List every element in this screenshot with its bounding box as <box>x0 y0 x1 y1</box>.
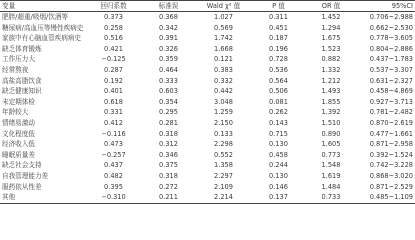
cell-coefficient: −0.125 <box>101 55 126 64</box>
cell-std-error: 0.342 <box>159 23 178 32</box>
cell-ci: 0.537~3.307 <box>369 65 413 74</box>
cell-p-value: 0.458 <box>269 150 288 159</box>
header-std-error: 标准误 <box>141 1 196 12</box>
cell-ci: 0.742~3.228 <box>369 161 413 170</box>
cell-or: 0.773 <box>321 150 341 159</box>
cell-std-error: 0.346 <box>159 150 178 159</box>
cell-or: 1.332 <box>321 65 341 74</box>
cell-p-value: 0.564 <box>269 76 288 85</box>
cell-coefficient: −0.257 <box>101 150 126 159</box>
cell-p-value: 0.130 <box>269 171 288 180</box>
cell-coefficient: 0.618 <box>104 97 123 106</box>
cell-std-error: 0.391 <box>159 34 178 43</box>
cell-p-value: 0.196 <box>269 44 288 53</box>
header-row <box>0 1 415 12</box>
table-row <box>0 160 415 171</box>
cell-variable: 未定期体检 <box>2 97 35 106</box>
cell-coefficient: −0.116 <box>101 129 126 138</box>
cell-p-value: 0.130 <box>269 140 288 149</box>
cell-or: 1.452 <box>321 13 341 21</box>
cell-or: 0.733 <box>306 192 356 203</box>
cell-p-value: 0.244 <box>269 161 288 170</box>
cell-wald: 0.383 <box>214 65 233 74</box>
cell-wald: 1.668 <box>214 44 233 53</box>
cell-p-value: 0.143 <box>269 118 288 127</box>
cell-wald: 3.048 <box>214 97 233 106</box>
cell-std-error: 0.295 <box>159 108 178 117</box>
cell-coefficient: 0.192 <box>104 76 123 85</box>
cell-wald: 0.133 <box>214 129 233 138</box>
header-coefficient: 回归系数 <box>86 1 141 12</box>
cell-std-error: 0.326 <box>159 44 178 53</box>
cell-variable: 经济收入低 <box>2 140 35 149</box>
cell-wald: 0.442 <box>214 87 233 96</box>
cell-std-error: 0.318 <box>159 171 178 180</box>
header-p-value: P 值 <box>251 1 306 12</box>
cell-or: 1.619 <box>321 171 341 180</box>
cell-or: 1.493 <box>321 87 341 96</box>
cell-std-error: 0.368 <box>159 13 178 21</box>
cell-ci: 0.477~1.661 <box>369 129 413 138</box>
cell-wald: 2.109 <box>214 182 233 191</box>
header-wald: Wald χ² 值 <box>196 1 251 12</box>
cell-std-error: 0.211 <box>141 192 196 203</box>
cell-variable: 情绪易激动 <box>2 118 35 127</box>
cell-p-value: 0.146 <box>269 182 288 191</box>
table-header <box>0 1 415 12</box>
cell-wald: 0.332 <box>214 76 233 85</box>
cell-wald: 2.298 <box>214 140 233 149</box>
header-or: OR 值 <box>306 1 356 12</box>
cell-std-error: 0.464 <box>159 65 178 74</box>
cell-std-error: 0.318 <box>159 129 178 138</box>
cell-variable: 家族中有心脑血管疾病病史 <box>2 34 82 43</box>
cell-coefficient: 0.437 <box>104 161 123 170</box>
cell-ci: 0.871~2.958 <box>369 140 413 149</box>
table-row <box>0 65 415 76</box>
cell-std-error: 0.272 <box>159 182 178 191</box>
table-row <box>0 54 415 65</box>
cell-p-value: 0.262 <box>269 108 288 117</box>
cell-variable: 睡眠质量差 <box>2 150 35 159</box>
cell-ci: 0.437~1.783 <box>369 55 413 64</box>
table-row <box>0 76 415 87</box>
cell-coefficient: 0.421 <box>104 44 123 53</box>
cell-variable: 文化程度低 <box>2 129 35 138</box>
cell-p-value: 0.187 <box>269 34 288 43</box>
cell-wald: 1.259 <box>214 108 233 117</box>
cell-wald: 0.569 <box>214 23 233 32</box>
cell-coefficient: 0.401 <box>104 87 123 96</box>
cell-p-value: 0.715 <box>269 129 288 138</box>
cell-or: 1.484 <box>321 182 341 191</box>
cell-variable: 缺乏健康知识 <box>2 87 42 96</box>
cell-ci: 0.485~1.109 <box>356 192 415 203</box>
cell-wald: 2.214 <box>196 192 251 203</box>
cell-or: 1.212 <box>321 76 341 85</box>
cell-or: 1.605 <box>321 140 341 149</box>
cell-wald: 1.027 <box>214 13 233 21</box>
cell-variable: 缺乏体育锻炼 <box>2 44 42 53</box>
cell-variable: 糖尿病/高血压等慢性疾病史 <box>2 23 84 32</box>
cell-coefficient: −0.310 <box>86 192 141 203</box>
cell-variable: 工作压力大 <box>2 55 35 64</box>
cell-std-error: 0.312 <box>159 140 178 149</box>
table-row <box>0 107 415 118</box>
cell-coefficient: 0.395 <box>104 182 123 191</box>
cell-coefficient: 0.258 <box>104 23 123 32</box>
cell-std-error: 0.333 <box>159 76 178 85</box>
cell-variable: 其他 <box>0 192 86 203</box>
table-row <box>0 139 415 150</box>
cell-p-value: 0.728 <box>269 55 288 64</box>
cell-or: 0.882 <box>321 55 341 64</box>
cell-std-error: 0.354 <box>159 97 178 106</box>
cell-variable: 缺乏社会支持 <box>2 161 42 170</box>
cell-variable: 高盐高脂饮食 <box>2 76 42 85</box>
table-row <box>0 23 415 34</box>
cell-std-error: 0.281 <box>159 118 178 127</box>
cell-coefficient: 0.287 <box>104 65 123 74</box>
cell-ci: 0.662~2.530 <box>369 23 413 32</box>
cell-p-value: 0.506 <box>269 87 288 96</box>
table-row <box>0 192 415 203</box>
cell-variable: 自我管理能力差 <box>2 171 49 180</box>
cell-wald: 0.121 <box>214 55 233 64</box>
cell-ci: 0.706~2.988 <box>369 13 413 21</box>
cell-ci: 0.871~2.529 <box>369 182 413 191</box>
cell-or: 1.294 <box>321 23 341 32</box>
cell-or: 1.510 <box>321 118 341 127</box>
cell-variable: 年龄较大 <box>2 108 29 117</box>
table-row <box>0 12 415 23</box>
cell-ci: 0.870~2.619 <box>369 118 413 127</box>
table-row <box>0 44 415 55</box>
header-variable: 变量 <box>0 1 86 12</box>
cell-ci: 0.927~3.713 <box>369 97 413 106</box>
cell-coefficient: 0.482 <box>104 171 123 180</box>
cell-ci: 0.778~3.605 <box>369 34 413 43</box>
cell-p-value: 0.081 <box>269 97 288 106</box>
cell-coefficient: 0.331 <box>104 108 123 117</box>
table-body <box>0 12 415 204</box>
cell-coefficient: 0.516 <box>104 34 123 43</box>
cell-wald: 2.150 <box>214 118 233 127</box>
cell-coefficient: 0.412 <box>104 118 123 127</box>
table-row <box>0 118 415 129</box>
cell-wald: 1.358 <box>214 161 233 170</box>
cell-variable: 肥胖/超重/吸烟/饮酒等 <box>2 13 69 21</box>
table-row <box>0 33 415 44</box>
cell-or: 1.675 <box>321 34 341 43</box>
table-row <box>0 171 415 182</box>
cell-coefficient: 0.473 <box>104 140 123 149</box>
cell-wald: 1.742 <box>214 34 233 43</box>
cell-or: 1.548 <box>321 161 341 170</box>
cell-p-value: 0.137 <box>251 192 306 203</box>
cell-or: 1.392 <box>321 108 341 117</box>
cell-std-error: 0.375 <box>159 161 178 170</box>
cell-p-value: 0.311 <box>269 13 288 21</box>
cell-p-value: 0.536 <box>269 65 288 74</box>
cell-or: 1.523 <box>321 44 341 53</box>
cell-ci: 0.631~2.327 <box>369 76 413 85</box>
table-row <box>0 129 415 140</box>
cell-std-error: 0.359 <box>159 55 178 64</box>
table-row <box>0 182 415 193</box>
cell-ci: 0.392~1.524 <box>369 150 413 159</box>
cell-p-value: 0.451 <box>269 23 288 32</box>
header-ci: 95%CI <box>356 1 415 12</box>
cell-ci: 0.458~4.869 <box>369 87 413 96</box>
table-row <box>0 150 415 161</box>
cell-std-error: 0.603 <box>159 87 178 96</box>
cell-coefficient: 0.373 <box>104 13 123 21</box>
cell-ci: 0.868~3.020 <box>369 171 413 180</box>
table-row <box>0 86 415 97</box>
cell-or: 0.890 <box>321 129 341 138</box>
cell-variable: 经常熬夜 <box>2 65 29 74</box>
cell-or: 1.855 <box>321 97 341 106</box>
table-row <box>0 97 415 108</box>
cell-wald: 0.552 <box>214 150 233 159</box>
cell-variable: 服药依从性差 <box>2 182 42 191</box>
cell-ci: 0.804~2.886 <box>369 44 413 53</box>
cell-ci: 0.781~2.482 <box>369 108 413 117</box>
cell-wald: 2.297 <box>214 171 233 180</box>
